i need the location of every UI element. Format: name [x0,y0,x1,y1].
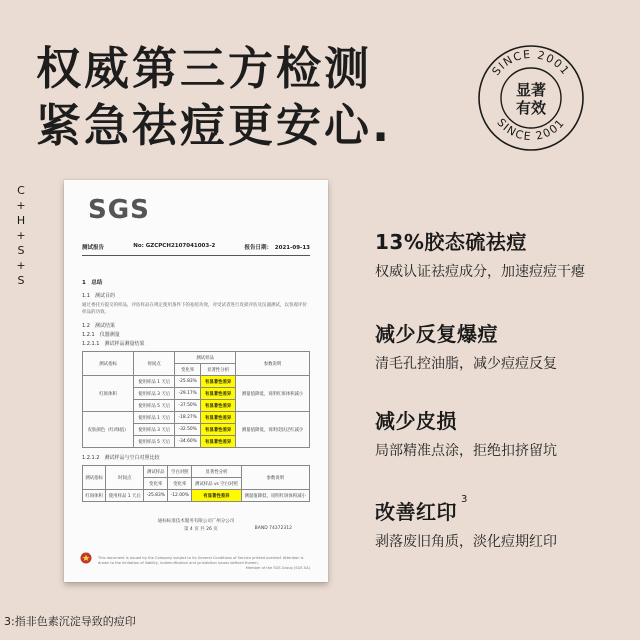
report-date: 报告日期： 2021-09-13 [244,245,310,251]
report-section-1: 1 总结 [82,280,103,286]
table-row: 红斑体积 使用样品 1 天后 -25.83% -12.00% 有显著性差异 测量值降低，说明红斑体积减小 [83,490,310,502]
th-note: 参数说明 [236,352,310,376]
table-row: 使用样品 3 天后 -29.17% 有显著性差异 [83,388,310,400]
report-section-1-1: 1.1 测试目的 [82,293,115,299]
badge-line-2: 有效 [515,99,547,117]
headline-line-2: 紧急祛痘更安心. [36,99,393,152]
report-footer-line [184,526,328,532]
claim-item [375,318,557,373]
claim-title: 改善红印$^3$ [375,494,468,524]
side-letter: H [16,214,26,227]
report-title: 测试报告 [82,245,105,251]
table-row: 使用样品 3 天后 -32.50% 有显著性差异 [83,424,310,436]
badge-ring-text-bottom: SINCE 2001 [494,115,568,144]
since-2001-badge [477,44,585,152]
side-letter: C [17,184,25,197]
report-divider [82,255,310,256]
footnote: 3:指非色素沉淀导致的痘印 [4,615,136,628]
headline-line-1: 权威第三方检测 [36,42,373,95]
headline [36,40,392,154]
th-metric: 测试指标 [83,352,134,376]
badge-ring-text-top: SINCE 2001 [489,47,573,79]
report-number: No: GZCPCH2107041003-2 [133,243,216,249]
footnote-marker: 3 [461,494,468,505]
table-row: 使用样品 5 天后 -34.60% 有显著性差异 [83,436,310,448]
side-letter: + [16,229,26,242]
table-2-caption: 1.2.1.2 测试样品与空白对照比较 [82,455,160,461]
claim-item [375,226,585,281]
side-letter: S [17,274,25,287]
report-page: 第 4 页 共 26 页 [184,527,218,532]
claim-title: 13%胶态硫祛痘 [375,230,527,254]
table-row: 红斑体积 使用样品 1 天后 -25.83% 有显著性差异 测量值降低，说明红斑体积减小 [83,376,310,388]
claim-item [375,496,557,551]
claim-item [375,405,557,460]
side-letter: + [16,259,26,272]
results-table [82,351,310,448]
sgs-test-report [64,180,328,582]
sgs-logo: SGS [88,195,150,225]
claim-description: 权威认证祛痘成分，加速痘痘干瘪 [375,264,585,280]
report-section-1-2-1: 1.2.1 仪器测量 [82,332,120,338]
table-row: 使用样品 5 天后 -37.50% 有显著性差异 [83,400,310,412]
th-time: 时间点 [134,352,175,376]
claim-description: 清毛孔控油脂，减少痘痘反复 [375,356,557,372]
th-rate: 变化率 [175,364,201,376]
claim-title: 减少皮损 [375,409,457,433]
side-letter: S [17,244,25,257]
report-meta [82,243,310,251]
report-section-1-2: 1.2 测试结果 [82,323,115,329]
report-band-id: BAND 74372312 [254,526,292,531]
th-sig: 显著性分析 [201,364,236,376]
comparison-table: 测试指标 时间点 测试样品 空白对照 显著性分析 参数说明 变化率 变化率 测试样品 vs 空白对照 红斑体积 使用样品 1 天后 -25.83% -12.00% 有显著性差异 测量值降低，说明红斑体积减小 [82,465,310,502]
claim-description: 局部精准点涂，拒绝扣挤留坑 [375,443,557,459]
side-letter: + [16,199,26,212]
side-letters [13,183,29,288]
table-row: 皮肤颜色（红/绿值） 使用样品 1 天后 -18.27% 有显著性差异 测量值降低，说明皮肤泛红减少 [83,412,310,424]
report-section-1-1-text: 通过委托方提交的样品，评估样品在规定使用条件下的祛痘功效，对受试者进行皮损评估及仪器测试，以客观评价样品的功效。 [82,303,307,315]
th-sample: 测试样品 [175,352,236,364]
badge-line-1: 显著 [515,81,547,99]
claim-description: 剥落废旧角质，淡化痘期红印 [375,534,557,550]
report-small-print: This document is issued by the Company subject to its General Conditions of Service printed overleaf. Attention is drawn to the limitation of liability, indemnification and jurisdiction issues defined therein. Member of the SGS Group (SGS SA) [98,556,310,570]
table-1-caption: 1.2.1.1 测试样品测量结果 [82,341,145,347]
claim-title: 减少反复爆痘 [375,322,498,346]
report-footer-org: 通标标准技术服务有限公司广州分公司 [157,519,235,524]
